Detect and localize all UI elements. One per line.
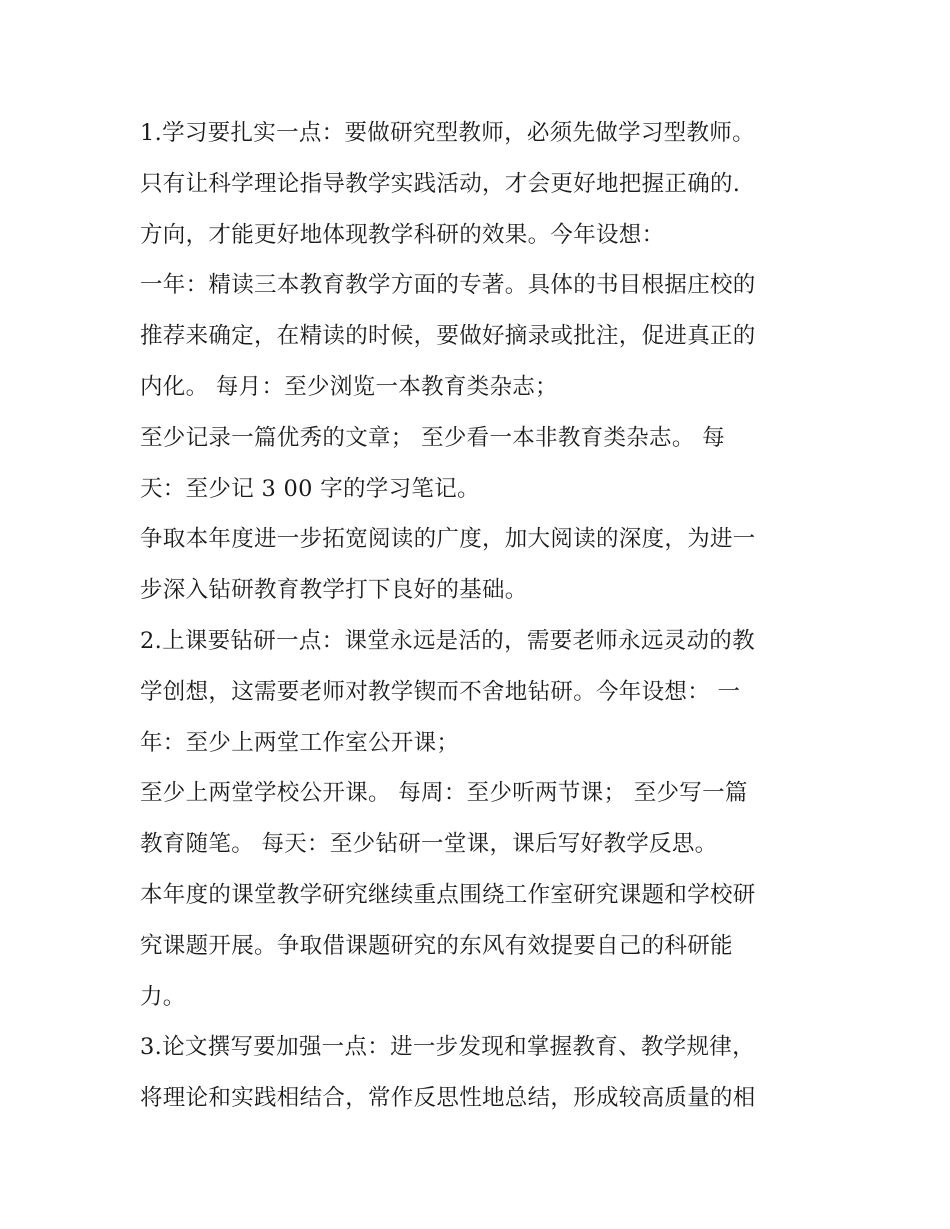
text-line: 年：至少上两堂工作室公开课；: [140, 729, 460, 756]
text-line: 教育随笔。 每天：至少钻研一堂课，课后写好教学反思。: [140, 831, 718, 858]
text-line: 力。: [140, 983, 186, 1010]
text-line: 2.上课要钻研一点：课堂永远是活的，需要老师永远灵动的教: [140, 627, 755, 654]
text-line: 只有让科学理论指导教学实践活动，才会更好地把握正确的.: [140, 170, 741, 197]
text-line: 天：至少记 3 00 字的学习笔记。: [140, 475, 480, 502]
text-line: 本年度的课堂教学研究继续重点围绕工作室研究课题和学校研: [140, 881, 756, 908]
document-body: [140, 108, 840, 1124]
text-line: 推荐来确定，在精读的时候，要做好摘录或批注，促进真正的: [140, 323, 756, 350]
text-line: 步深入钻研教育教学打下良好的基础。: [140, 577, 528, 604]
text-line: 内化。 每月：至少浏览一本教育类杂志；: [140, 373, 558, 400]
text-line: 一年：精读三本教育教学方面的专著。具体的书目根据庄校的: [140, 272, 756, 299]
text-line: 将理论和实践相结合，常作反思性地总结，形成较高质量的相: [140, 1085, 756, 1112]
text-line: 学创想，这需要老师对教学锲而不舍地钻研。今年设想： 一: [140, 678, 741, 705]
text-line: 至少上两堂学校公开课。 每周：至少听两节课； 至少写一篇: [140, 780, 748, 807]
text-line: 究课题开展。争取借课题研究的东风有效提要自己的科研能: [140, 932, 733, 959]
text-line: 1.学习要扎实一点：要做研究型教师，必须先做学习型教师。: [140, 120, 755, 146]
text-line: 3.论文撰写要加强一点：进一步发现和掌握教育、教学规律，: [140, 1034, 755, 1061]
text-line: 争取本年度进一步拓宽阅读的广度，加大阅读的深度，为进一: [140, 526, 756, 553]
text-line: 至少记录一篇优秀的文章； 至少看一本非教育类杂志。 每: [140, 424, 725, 451]
text-line: 方向，才能更好地体现教学科研的效果。今年设想：: [140, 221, 665, 248]
